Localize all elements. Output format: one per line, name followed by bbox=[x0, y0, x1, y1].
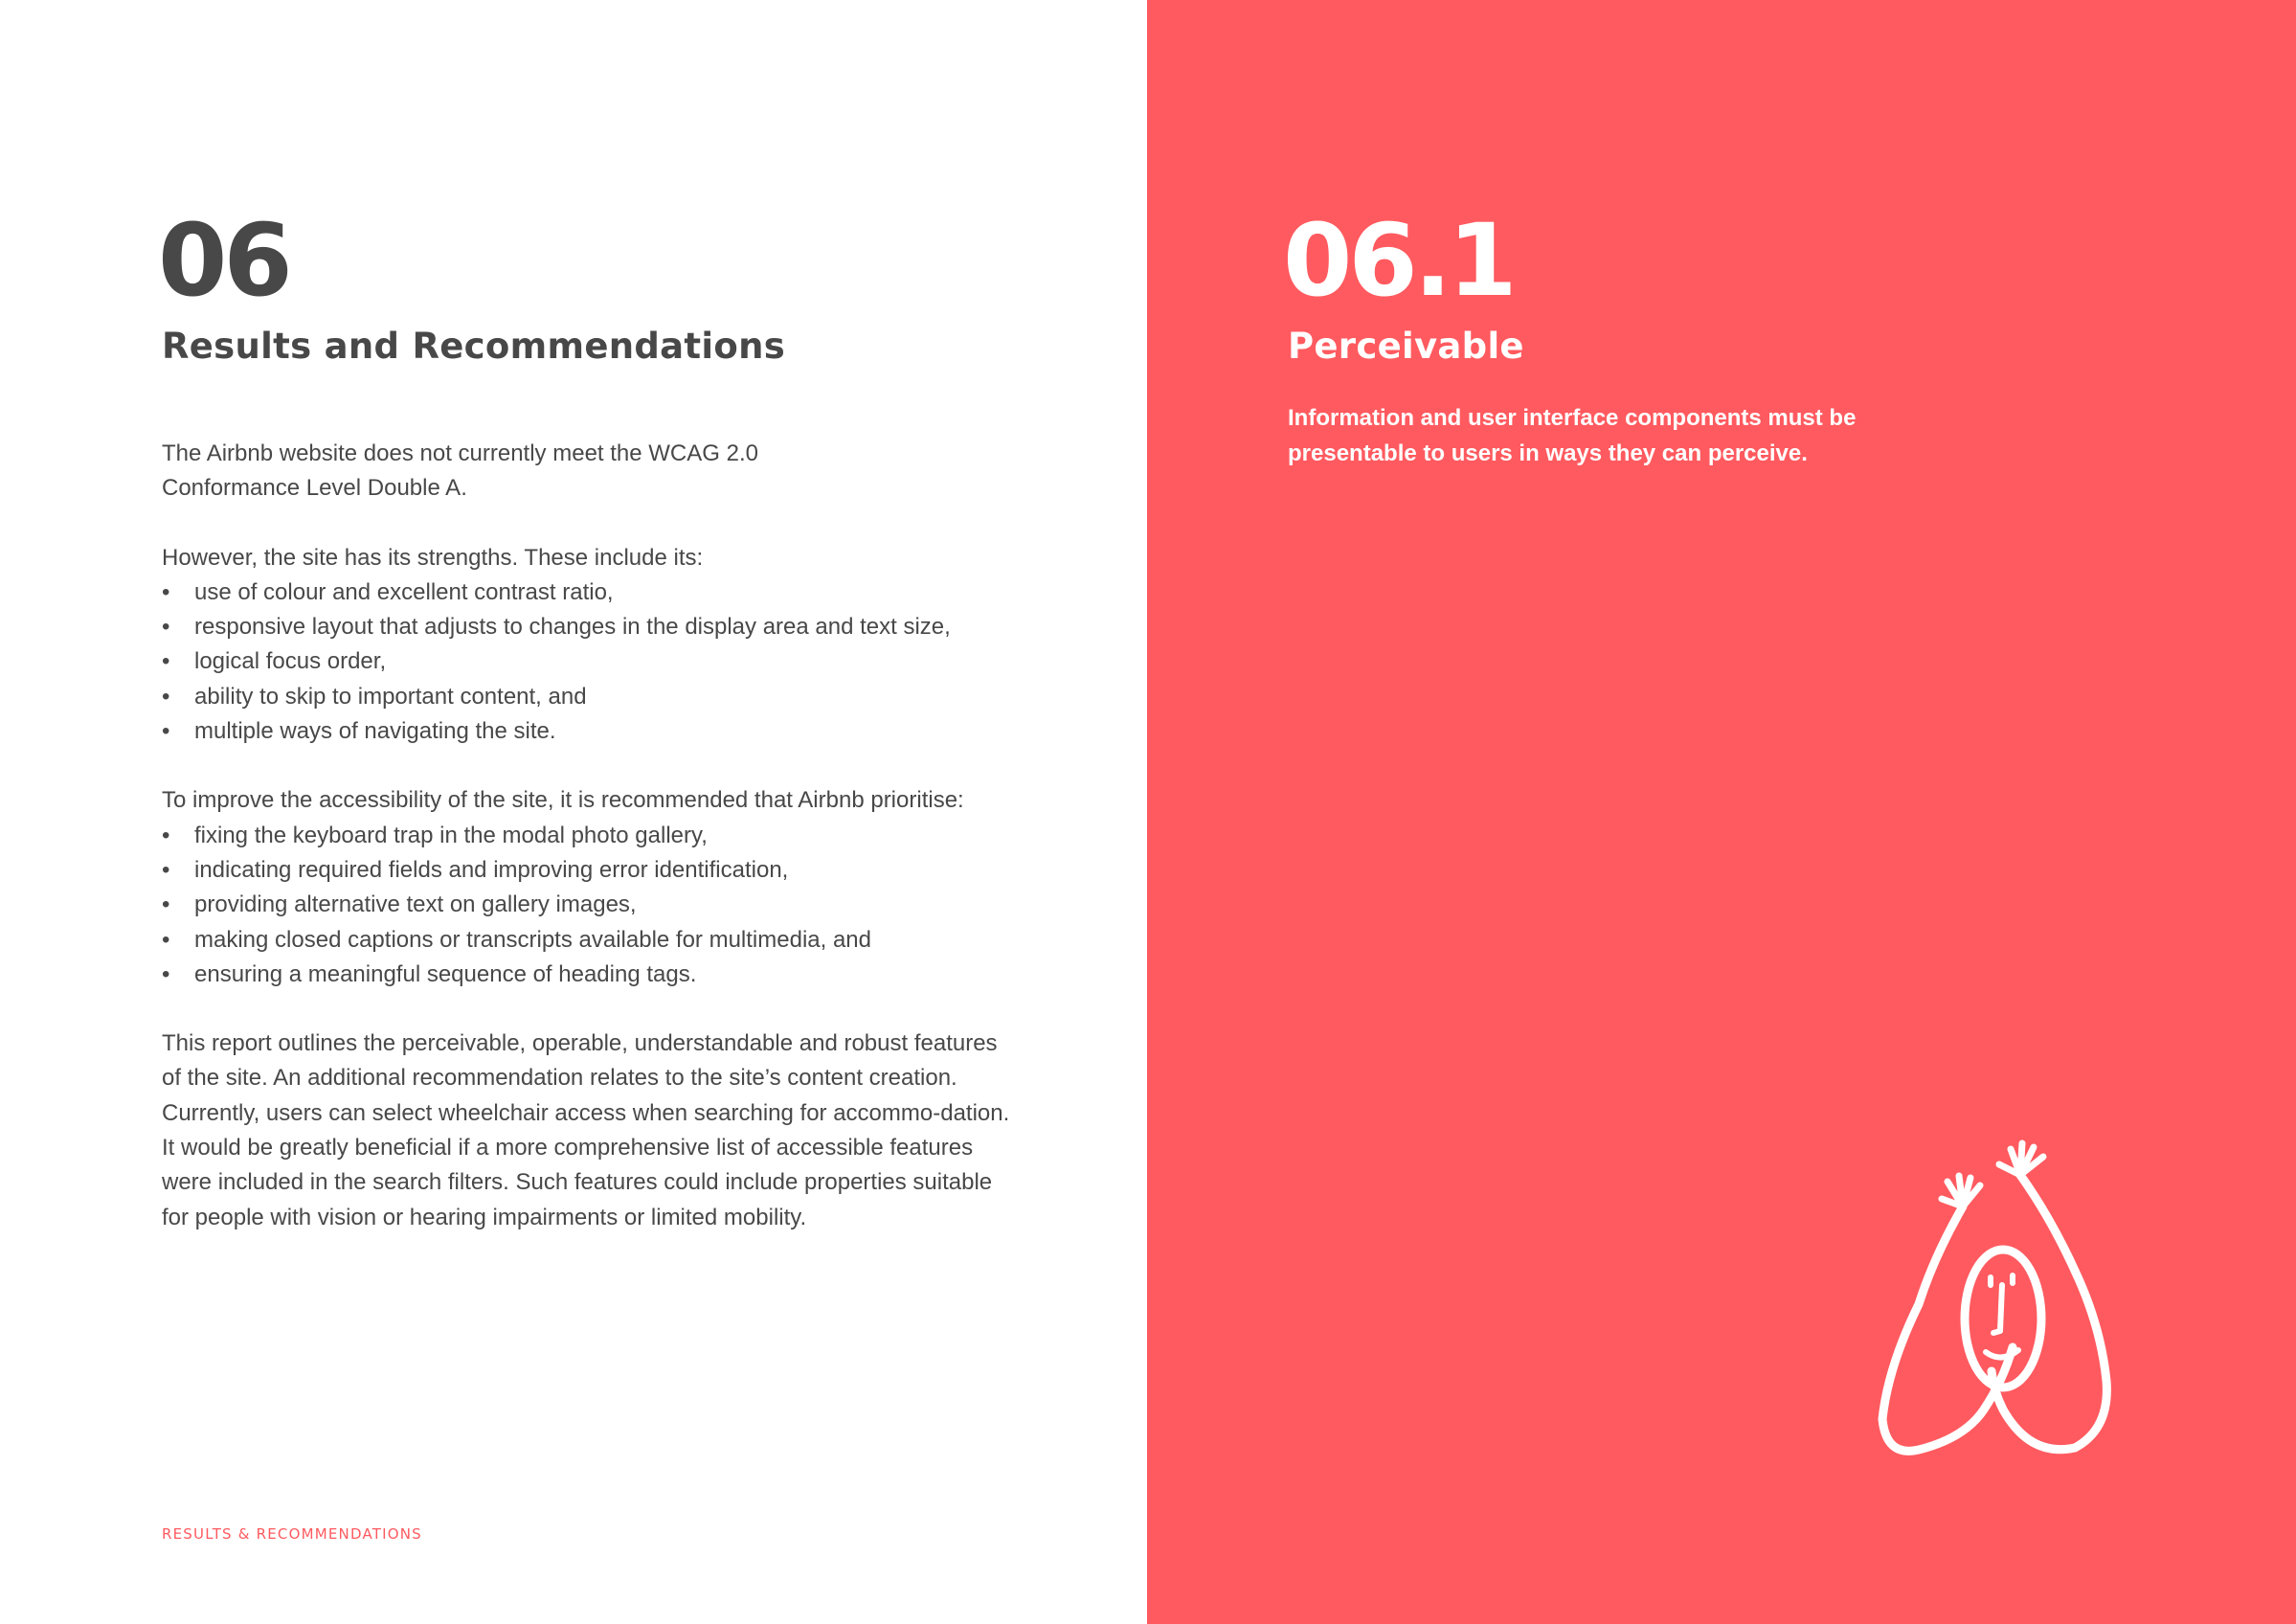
body-text bbox=[162, 437, 1024, 1235]
list-item: • making closed captions or transcripts available for multimedia, and bbox=[162, 923, 1024, 958]
strengths-intro: However, the site has its strengths. These include its: bbox=[162, 544, 704, 571]
strengths-list bbox=[162, 575, 1024, 749]
recommendations-list bbox=[162, 819, 1024, 992]
airbnb-belo-mascot-icon bbox=[1859, 1103, 2147, 1486]
list-item: • providing alternative text on gallery images, bbox=[162, 888, 1024, 922]
bullet-icon: • bbox=[162, 648, 170, 675]
list-item: • ensuring a meaningful sequence of heading tags. bbox=[162, 958, 1024, 992]
list-item: • ability to skip to important content, and bbox=[162, 680, 1024, 714]
bullet-icon: • bbox=[162, 578, 170, 605]
bullet-icon: • bbox=[162, 960, 170, 987]
list-item: • use of colour and excellent contrast ratio, bbox=[162, 575, 1024, 610]
right-page bbox=[1147, 0, 2296, 1624]
running-footer: RESULTS & RECOMMENDATIONS bbox=[162, 1525, 422, 1543]
bullet-icon: • bbox=[162, 856, 170, 883]
recommendations-intro: To improve the accessibility of the site, it is recommended that Airbnb prioritise: bbox=[162, 787, 964, 814]
bullet-icon: • bbox=[162, 614, 170, 641]
summary-paragraph: This report outlines the perceivable, operable, understandable and robust features of the site. An additional recommendation relates to the site’s content creation. Currently, users can select wheelchair access when searching for accommo-dation. It would be greatly beneficial if a more comprehensive list of accessible features were included in the search filters. Such features could include properties suitable for people with vision or hearing impairments or limited mobility. bbox=[162, 1030, 1010, 1230]
list-item: • responsive layout that adjusts to changes in the display area and text size, bbox=[162, 610, 1024, 644]
list-item: • logical focus order, bbox=[162, 644, 1024, 679]
subsection-intro: Information and user interface components must be presentable to users in ways they can perceive. bbox=[1288, 405, 1857, 466]
subsection-number: 06.1 bbox=[1283, 202, 1514, 319]
list-item: • fixing the keyboard trap in the modal photo gallery, bbox=[162, 819, 1024, 853]
section-number: 06 bbox=[158, 202, 289, 319]
bullet-icon: • bbox=[162, 683, 170, 710]
subsection-title: Perceivable bbox=[1288, 326, 1524, 367]
bullet-icon: • bbox=[162, 891, 170, 918]
list-item: • multiple ways of navigating the site. bbox=[162, 714, 1024, 749]
list-item: • indicating required fields and improving error identification, bbox=[162, 853, 1024, 888]
section-title: Results and Recommendations bbox=[162, 326, 786, 367]
bullet-icon: • bbox=[162, 926, 170, 953]
bullet-icon: • bbox=[162, 718, 170, 745]
bullet-icon: • bbox=[162, 822, 170, 848]
left-page bbox=[0, 0, 1147, 1624]
intro-paragraph: The Airbnb website does not currently meet the WCAG 2.0 Conformance Level Double A. bbox=[162, 440, 758, 502]
